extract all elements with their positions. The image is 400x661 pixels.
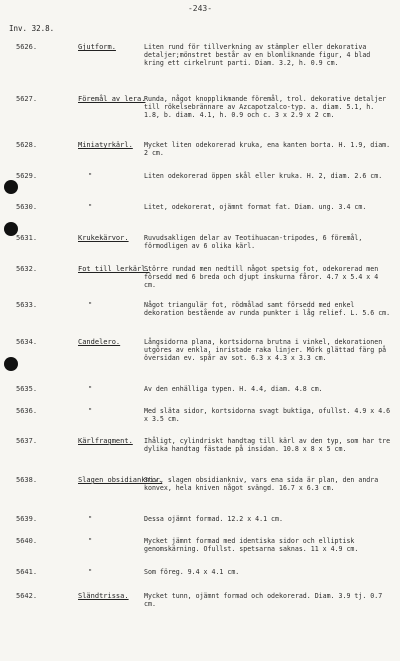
object-description: Liten odekorerad öppen skål eller kruka. H. 2, diam. 2.6 cm. [144, 172, 383, 180]
catalog-number: 5639. [16, 515, 38, 523]
inventory-label: Inv. 32.8. [9, 24, 55, 33]
object-description: Dessa ojämnt formad. 12.2 x 4.1 cm. [144, 515, 283, 523]
object-name: Kärlfragment. [78, 437, 133, 445]
object-name: Slagen obsidiankniv. [78, 476, 163, 484]
object-name: Candelero. [78, 338, 121, 346]
object-name: Krukekärvor. [78, 234, 129, 242]
ditto-mark: " [88, 172, 93, 180]
catalog-number: 5632. [16, 265, 38, 273]
catalog-number: 5633. [16, 301, 38, 309]
object-name: Gjutform. [78, 43, 116, 51]
catalog-number: 5626. [16, 43, 38, 51]
catalog-number: 5642. [16, 592, 38, 600]
ditto-mark: " [88, 203, 93, 211]
ditto-mark: " [88, 568, 93, 576]
object-description: Stor, slagen obsidiankniv, vars ena sida är plan, den andra konvex, hela kniven något svängd. 16.7 x 6.3 cm. [144, 476, 379, 493]
object-description: Ruvudsakligen delar av Teotihuacan-tripodes, 6 föremål, förmodligen av 6 olika kärl. [144, 234, 363, 251]
object-name: Föremål av lera. [78, 95, 146, 103]
object-description: Mycket liten odekorerad kruka, ena kanten borta. H. 1.9, diam. 2 cm. [144, 141, 391, 158]
object-description: Något triangulär fot, rödmålad samt försedd med enkel dekoration bestående av runda punkter i låg relief. L. 5.6 cm. [144, 301, 391, 318]
object-description: Som föreg. 9.4 x 4.1 cm. [144, 568, 240, 576]
catalog-number: 5637. [16, 437, 38, 445]
object-description: Mycket tunn, ojämnt formad och odekorerad. Diam. 3.9 tj. 0.7 cm. [144, 592, 383, 609]
catalog-number: 5627. [16, 95, 38, 103]
object-description: Ihåligt, cylindriskt handtag till kärl av den typ, som har tre dylika handtag fästade på insidan. 10.8 x 8 x 5 cm. [144, 437, 391, 454]
ditto-mark: " [88, 537, 93, 545]
object-description: Av den enhälliga typen. H. 4.4, diam. 4.8 cm. [144, 385, 323, 393]
object-description: Mycket jämnt formad med identiska sidor och elliptisk genomskärning. Ofullst. spetsarna saknas. 11 x 4.9 cm. [144, 537, 359, 554]
object-description: Större rundad men nedtill något spetsig fot, odekorerad men försedd med 6 breda och djupt inskurna fåror. 4.7 x 5.4 x 4 cm. [144, 265, 379, 290]
catalog-number: 5641. [16, 568, 38, 576]
object-description: Med släta sidor, kortsidorna svagt buktiga, ofullst. 4.9 x 4.6 x 3.5 cm. [144, 407, 391, 424]
ditto-mark: " [88, 515, 93, 523]
object-description: Litet, odekorerat, ojämnt format fat. Diam. ung. 3.4 cm. [144, 203, 367, 211]
catalog-number: 5628. [16, 141, 38, 149]
catalog-number: 5630. [16, 203, 38, 211]
ditto-mark: " [88, 301, 93, 309]
catalog-number: 5629. [16, 172, 38, 180]
catalog-number: 5636. [16, 407, 38, 415]
catalog-number: 5635. [16, 385, 38, 393]
object-name: Sländtrissa. [78, 592, 129, 600]
page-number: -243- [187, 4, 213, 13]
catalog-number: 5640. [16, 537, 38, 545]
object-name: Miniatyrkärl. [78, 141, 133, 149]
object-description: Liten rund för tillverkning av stämpler eller dekorativa detaljer;mönstret består av en blomliknande figur, 4 blad kring ett cirkelrunt parti. Diam. 3.2, h. 0.9 cm. [144, 43, 371, 68]
object-description: Långsidorna plana, kortsidorna brutna i vinkel, dekorationen utgöres av enkla, inristade raka linjer. Mörk glättad färg på översidan ev. spår av sot. 6.3 x 4.3 x 3.3 cm. [144, 338, 387, 363]
catalog-number: 5638. [16, 476, 38, 484]
object-name: Fot till lerkärl. [78, 265, 150, 273]
object-description: Runda, något knopplikmande föremål, trol. dekorative detaljer till rökelsebrännare av Azcapotzalco-typ. a. diam. 5.1, h. 1.8, b. diam. 4.1, h. 0.9 och c. 3 x 2.9 x 2 cm. [144, 95, 387, 120]
ditto-mark: " [88, 385, 93, 393]
punch-hole [4, 180, 18, 194]
catalog-number: 5631. [16, 234, 38, 242]
catalog-number: 5634. [16, 338, 38, 346]
ditto-mark: " [88, 407, 93, 415]
punch-hole [4, 357, 18, 371]
